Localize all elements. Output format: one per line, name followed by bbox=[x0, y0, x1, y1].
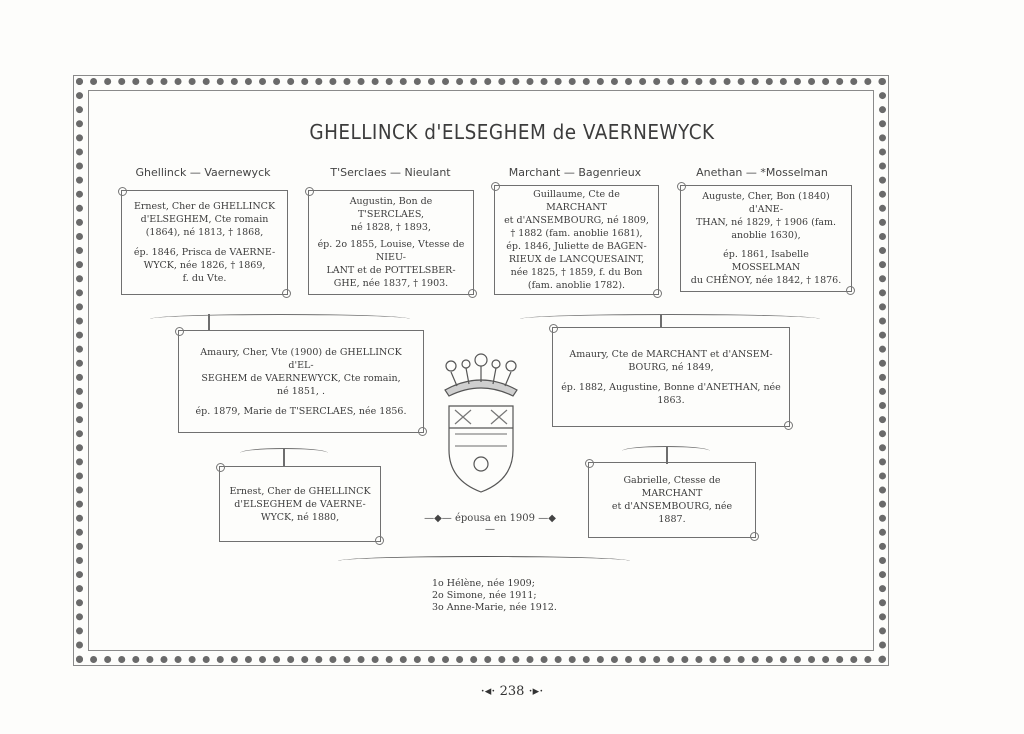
child-entry: 2o Simone, née 1911; bbox=[432, 590, 537, 601]
text-line: † 1882 (fam. anoblie 1681), bbox=[510, 228, 643, 239]
text-line: Guillaume, Cte de MARCHANT bbox=[533, 189, 620, 213]
text-line: ép. 1846, Juliette de BAGEN- bbox=[506, 241, 647, 252]
person-box-ernest-jr bbox=[219, 466, 381, 542]
text-line: du CHÊNOY, née 1842, † 1876. bbox=[690, 275, 842, 286]
ornament-right-icon: ·▸· bbox=[524, 684, 544, 699]
page-number-value: 238 bbox=[499, 684, 525, 699]
text-line: né 1828, † 1893, bbox=[351, 222, 431, 233]
children-connector bbox=[338, 556, 630, 566]
text-line: LANT et de POTTELSBER- bbox=[326, 265, 456, 276]
person-box-guillaume bbox=[494, 185, 659, 295]
text-line: Amaury, Cher, Vte (1900) de GHELLINCK d'EL- bbox=[200, 346, 402, 371]
connector-stem bbox=[208, 314, 210, 330]
column-heading-1: Ghellinck — Vaernewyck bbox=[135, 166, 271, 179]
connector-stem bbox=[660, 314, 662, 328]
text-line: ép. 1846, Prisca de VAERNE- bbox=[133, 247, 276, 258]
text-line: née 1825, † 1859, f. du Bon bbox=[510, 267, 643, 278]
text-line: et d'ANSEMBOURG, née 1887. bbox=[611, 501, 733, 525]
person-box-amaury-marchant bbox=[552, 327, 790, 427]
person-box-ernest-sr bbox=[121, 190, 288, 295]
person-box-auguste bbox=[680, 185, 852, 292]
page-number bbox=[0, 684, 1024, 699]
person-box-augustin bbox=[308, 190, 474, 295]
text-line: anoblie 1630), bbox=[731, 230, 801, 241]
text-line: BOURG, né 1849, bbox=[628, 361, 714, 373]
text-line: né 1851, . bbox=[277, 385, 325, 397]
child-entry: 3o Anne-Marie, née 1912. bbox=[432, 602, 557, 613]
text-line: (fam. anoblie 1782). bbox=[527, 280, 626, 291]
marriage-note: —◆— épousa en 1909 —◆— bbox=[424, 513, 556, 535]
text-line: Auguste, Cher, Bon (1840) d'ANE- bbox=[702, 191, 830, 215]
text-line: Augustin, Bon de T'SERCLAES, bbox=[349, 196, 433, 220]
person-box-gabrielle bbox=[588, 462, 756, 538]
text-line: WYCK, né 1880, bbox=[260, 511, 340, 523]
coat-of-arms-icon bbox=[437, 352, 525, 497]
connector-stem bbox=[283, 448, 285, 466]
text-line: Amaury, Cte de MARCHANT et d'ANSEM- bbox=[569, 348, 773, 360]
text-line: f. du Vte. bbox=[182, 273, 227, 284]
children-list bbox=[432, 578, 557, 614]
text-line: et d'ANSEMBOURG, né 1809, bbox=[504, 215, 649, 226]
text-line: WYCK, née 1826, † 1869, bbox=[143, 260, 266, 271]
column-heading-3: Marchant — Bagenrieux bbox=[508, 166, 642, 179]
text-line: ép. 1861, Isabelle MOSSELMAN bbox=[723, 249, 809, 273]
text-line: Ernest, Cher de GHELLINCK bbox=[133, 201, 276, 212]
column-heading-2: T'Serclaes — Nieulant bbox=[330, 166, 451, 179]
text-line: ép. 1882, Augustine, Bonne d'ANETHAN, née 1863. bbox=[561, 381, 781, 406]
text-line: GHE, née 1837, † 1903. bbox=[333, 278, 449, 289]
family-connector bbox=[520, 314, 820, 324]
text-line: RIEUX de LANCQUESAINT, bbox=[508, 254, 645, 265]
text-line: SEGHEM de VAERNEWYCK, Cte romain, bbox=[201, 372, 401, 384]
text-line: Ernest, Cher de GHELLINCK bbox=[229, 485, 371, 497]
column-heading-4: Anethan — *Mosselman bbox=[696, 166, 828, 179]
text-line: Gabrielle, Ctesse de MARCHANT bbox=[623, 475, 721, 499]
text-line: ép. 1879, Marie de T'SERCLAES, née 1856. bbox=[195, 405, 407, 417]
text-line: ép. 2o 1855, Louise, Vtesse de NIEU- bbox=[317, 239, 465, 263]
family-connector bbox=[150, 314, 410, 324]
child-entry: 1o Hélène, née 1909; bbox=[432, 578, 535, 589]
text-line: d'ELSEGHEM, Cte romain bbox=[140, 214, 269, 225]
text-line: THAN, né 1829, † 1906 (fam. bbox=[695, 217, 837, 228]
person-box-amaury-ghellinck bbox=[178, 330, 424, 433]
ornament-left-icon: ·◂· bbox=[480, 684, 500, 699]
text-line: d'ELSEGHEM de VAERNE- bbox=[234, 498, 366, 510]
page-title: GHELLINCK d'ELSEGHEM de VAERNEWYCK bbox=[309, 120, 715, 144]
text-line: (1864), né 1813, † 1868, bbox=[145, 227, 264, 238]
